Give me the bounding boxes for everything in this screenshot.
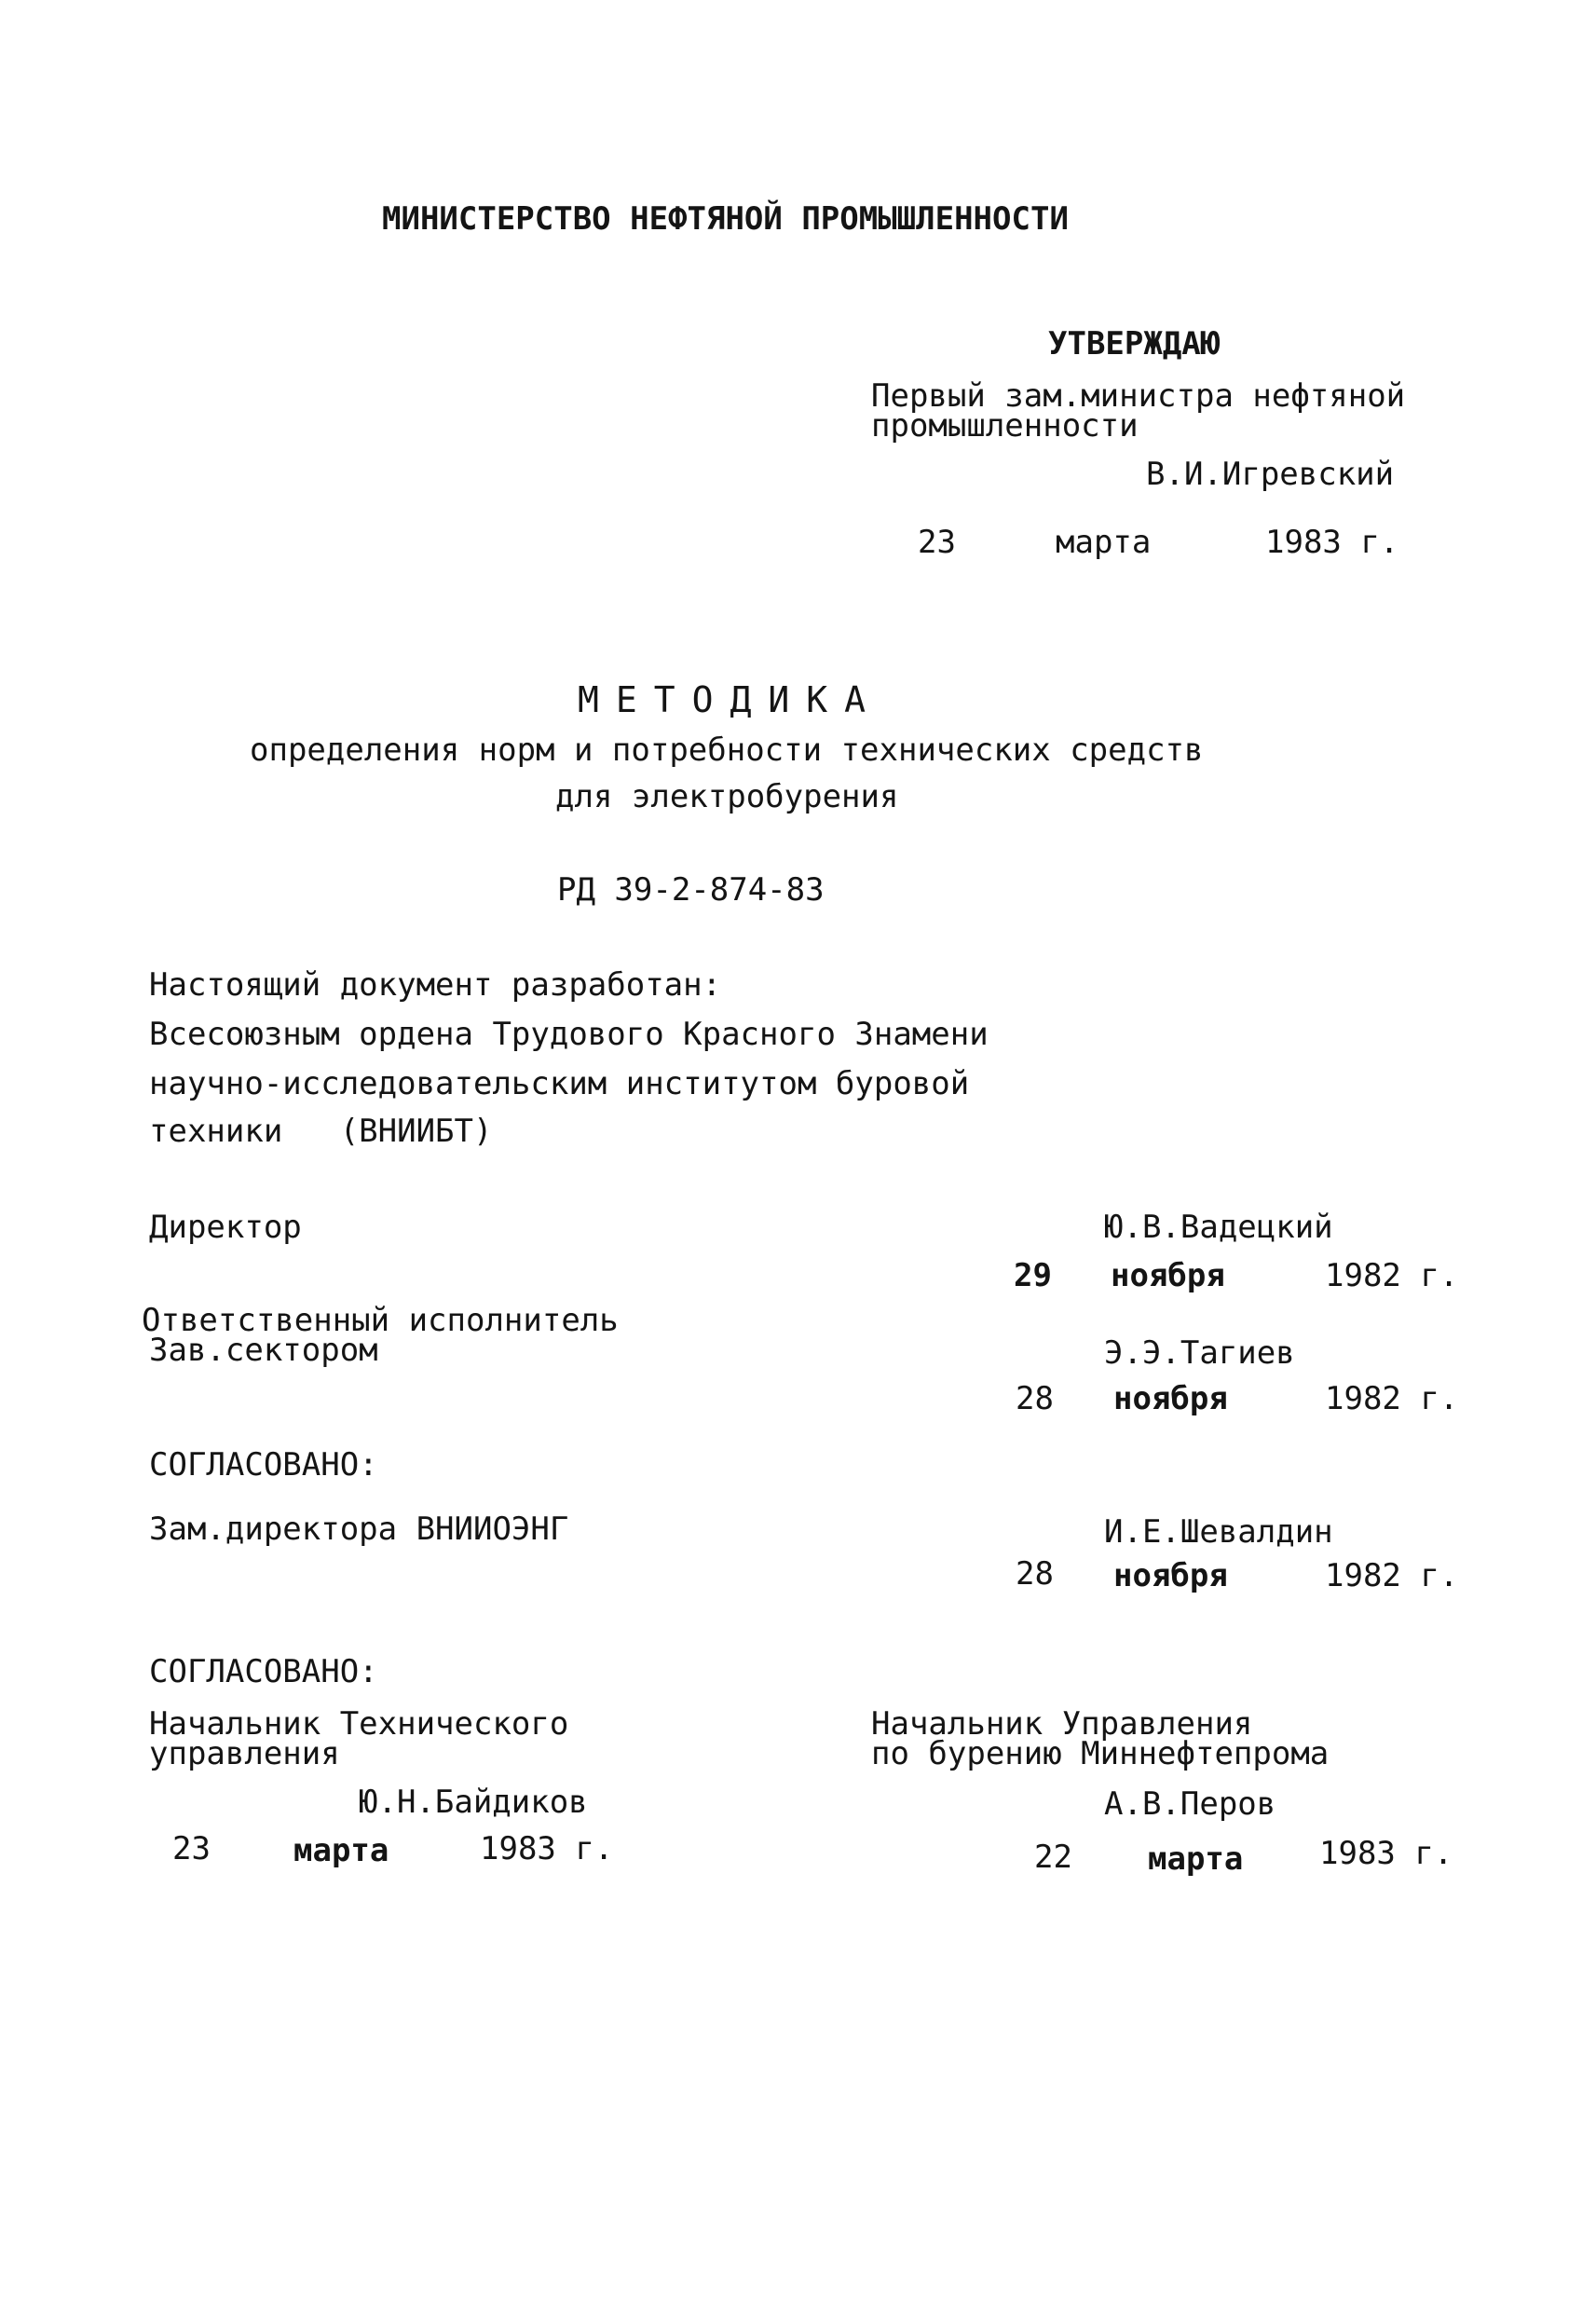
agreed1-date-year: 1982 г. — [1325, 1557, 1459, 1594]
agreed2-right-date-year: 1983 г. — [1319, 1835, 1453, 1872]
agreed2-right-role-line1: Начальник Управления — [871, 1705, 1253, 1743]
director-date-year: 1982 г. — [1325, 1257, 1459, 1294]
executor-date-year: 1982 г. — [1325, 1380, 1459, 1417]
agreed2-right-role-line2: по бурению Миннефтепрома — [871, 1735, 1330, 1772]
document-subtitle-line1: определения норм и потребности технических средств — [250, 732, 1204, 769]
approval-position-line1: Первый зам.министра нефтяной — [871, 377, 1406, 415]
agreed2-left-date-day: 23 — [172, 1830, 211, 1867]
approval-signer-name: В.И.Игревский — [1146, 456, 1395, 493]
agreed1-date-day: 28 — [1016, 1555, 1054, 1593]
director-date-day: 29 — [1014, 1257, 1052, 1294]
approval-date-month: марта — [1056, 524, 1152, 561]
agreed1-name: И.Е.Шевалдин — [1104, 1513, 1333, 1551]
director-role: Директор — [149, 1209, 302, 1246]
developer-line4: техники (ВНИИБТ) — [149, 1113, 493, 1150]
executor-date-month: ноября — [1113, 1380, 1228, 1417]
agreed1-role: Зам.директора ВНИИОЭНГ — [149, 1511, 569, 1548]
document-subtitle-line2: для электробурения — [555, 778, 899, 815]
developer-line2: Всесоюзным ордена Трудового Красного Знамени — [149, 1016, 989, 1053]
executor-role-line2: Зав.сектором — [149, 1332, 378, 1369]
agreed2-right-date-month: марта — [1148, 1840, 1244, 1878]
agreed2-left-role-line1: Начальник Технического — [149, 1705, 569, 1743]
approval-position-line2: промышленности — [871, 407, 1139, 444]
agreed2-right-name: А.В.Перов — [1104, 1785, 1276, 1823]
agreed2-left-date-month: марта — [293, 1832, 389, 1869]
approval-date-year: 1983 г. — [1265, 524, 1399, 561]
executor-role-line1: Ответственный исполнитель — [142, 1302, 619, 1339]
executor-name: Э.Э.Тагиев — [1104, 1334, 1295, 1372]
agreed2-left-role-line2: управления — [149, 1735, 340, 1772]
developer-line1: Настоящий документ разработан: — [149, 966, 722, 1004]
agreed1-label: СОГЛАСОВАНО: — [149, 1446, 378, 1484]
agreed2-left-date-year: 1983 г. — [480, 1830, 614, 1867]
approval-date-day: 23 — [918, 524, 956, 561]
document-title: МЕТОДИКА — [578, 679, 883, 720]
agreed2-label: СОГЛАСОВАНО: — [149, 1653, 378, 1690]
approval-label: УТВЕРЖДАЮ — [1048, 325, 1221, 362]
developer-line3: научно-исследовательским институтом буровой — [149, 1065, 970, 1102]
ministry-header: МИНИСТЕРСТВО НЕФТЯНОЙ ПРОМЫШЛЕННОСТИ — [382, 200, 1069, 238]
executor-date-day: 28 — [1016, 1380, 1054, 1417]
document-code: РД 39-2-874-83 — [557, 871, 825, 909]
director-date-month: ноября — [1111, 1257, 1225, 1294]
agreed2-left-name: Ю.Н.Байдиков — [359, 1784, 588, 1821]
director-name: Ю.В.Вадецкий — [1104, 1209, 1333, 1246]
agreed2-right-date-day: 22 — [1034, 1839, 1072, 1876]
agreed1-date-month: ноября — [1113, 1557, 1228, 1594]
